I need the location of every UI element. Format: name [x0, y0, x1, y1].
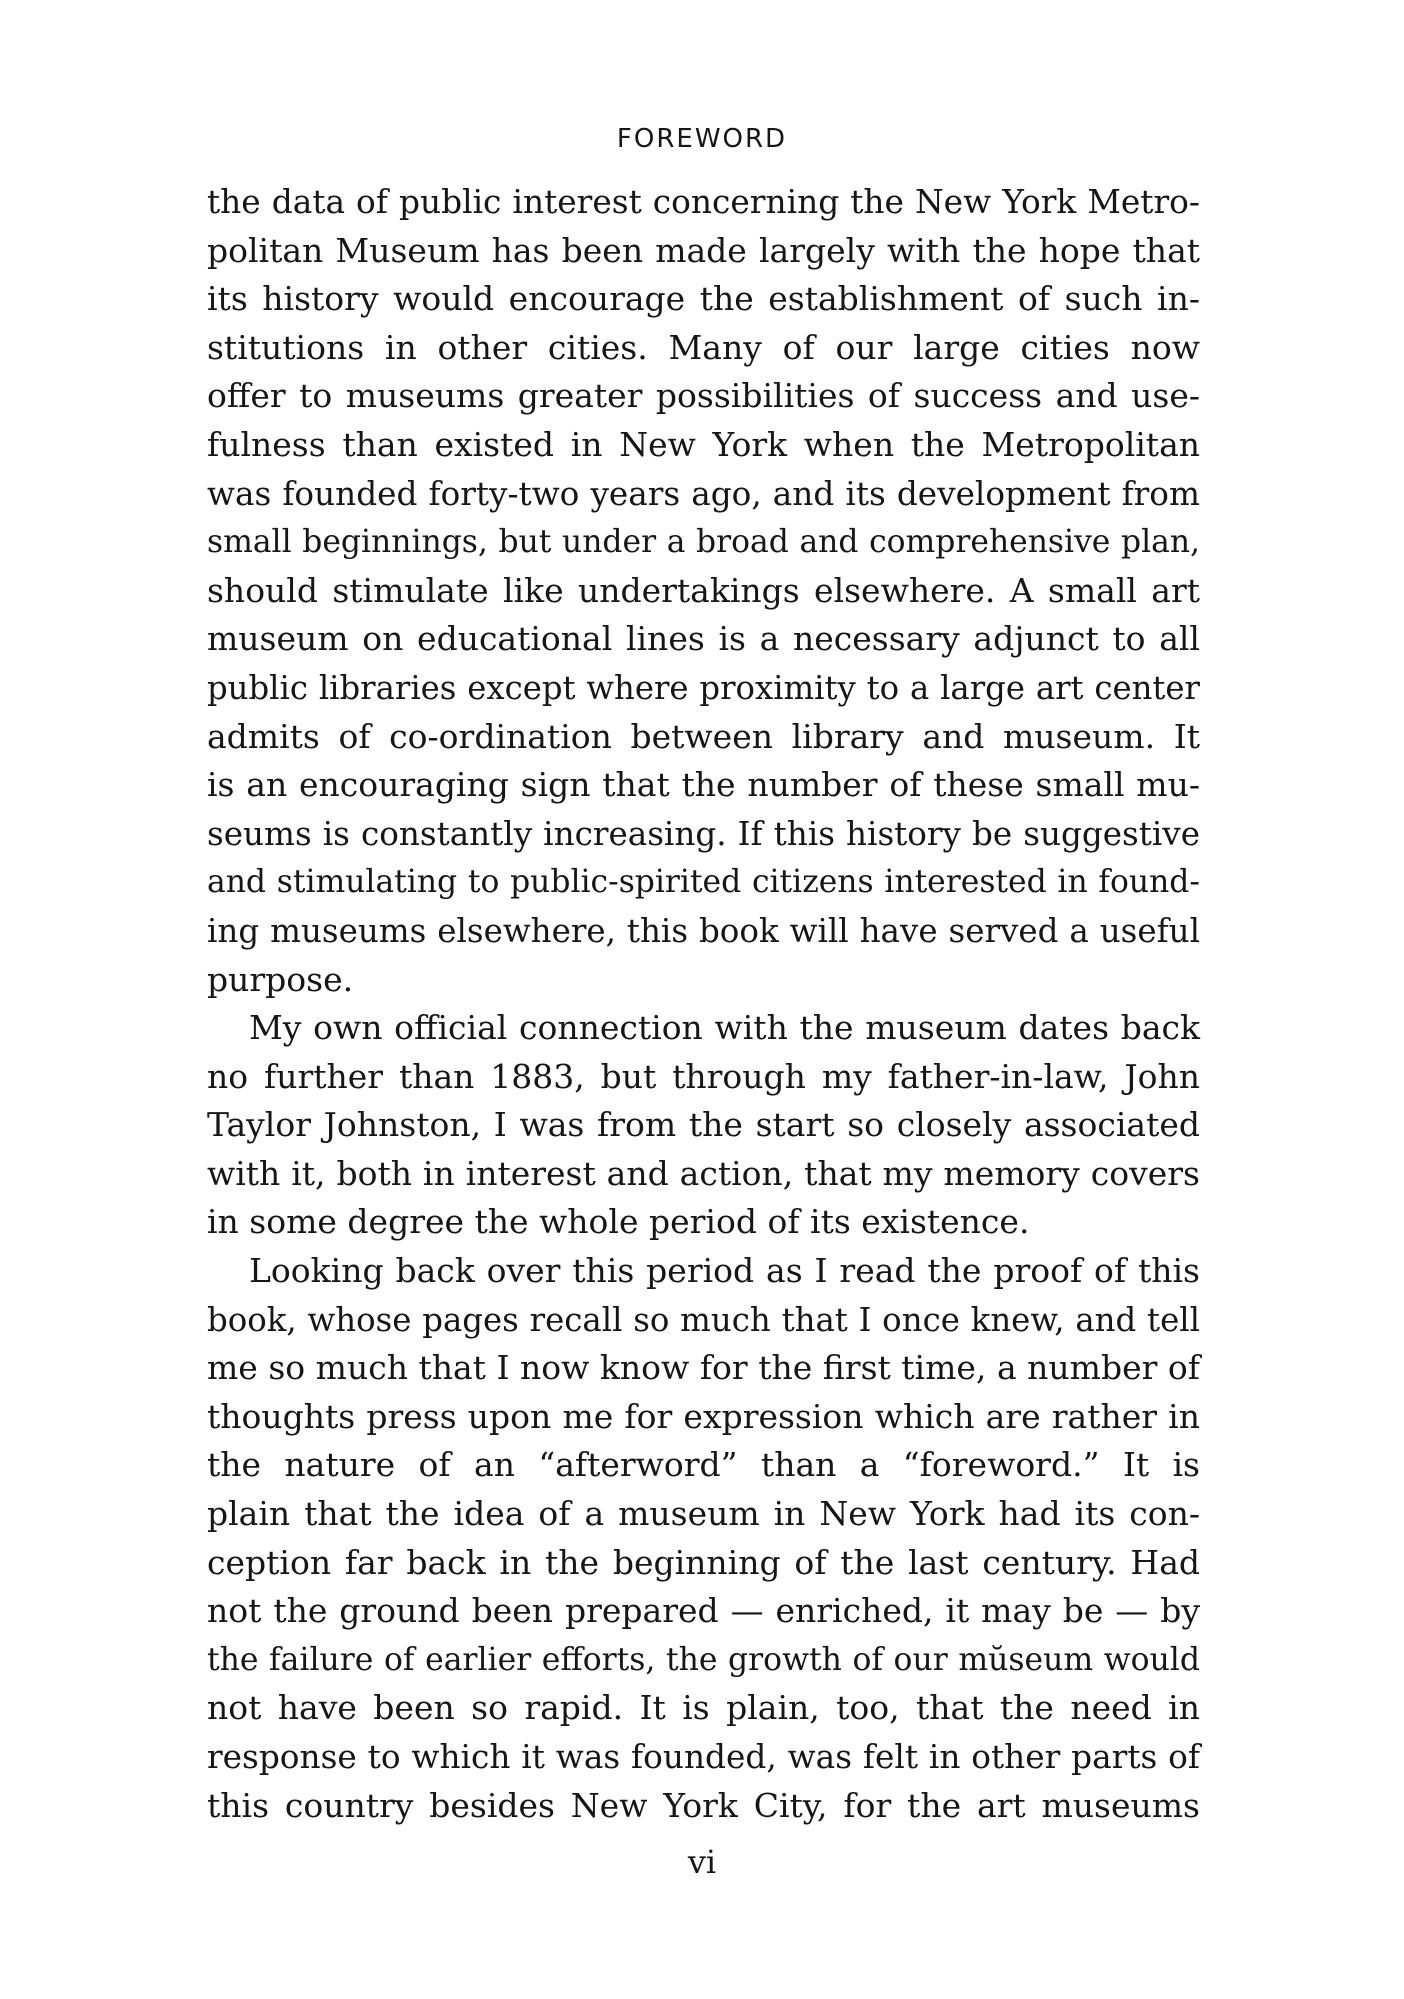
text-line: in some degree the whole period of its existence.	[207, 1202, 1030, 1242]
body-text	[207, 178, 1200, 1830]
text-line: and stimulating to public-spirited citizens interested in found-	[207, 864, 1200, 901]
text-line: Looking back over this period as I read the proof of this	[249, 1251, 1200, 1291]
running-head: FOREWORD	[616, 124, 788, 154]
text-line: the nature of an “afterword” than a “foreword.” It is	[207, 1445, 1200, 1485]
text-line: the data of public interest concerning the New York Metro-	[207, 183, 1200, 221]
text-line: ception far back in the beginning of the last century. Had	[207, 1542, 1200, 1582]
text-line: My own official connection with the museum dates back	[249, 1008, 1200, 1048]
text-line: public libraries except where proximity to a large art center	[207, 668, 1200, 707]
page-number: vi	[687, 1843, 717, 1881]
text-line: should stimulate like undertakings elsewhere. A small art	[207, 570, 1200, 610]
text-line: is an encouraging sign that the number of these small mu-	[207, 765, 1200, 805]
text-line: was founded forty-two years ago, and its development from	[207, 474, 1200, 513]
text-line: purpose.	[207, 959, 354, 999]
text-line: politan Museum has been made largely with the hope that	[207, 230, 1200, 270]
text-line: seums is constantly increasing. If this history be suggestive	[207, 814, 1200, 853]
text-line: this country besides New York City, for the art museums	[207, 1785, 1200, 1825]
text-line: thoughts press upon me for expression which are rather in	[207, 1396, 1200, 1436]
text-line: no further than 1883, but through my father-in-law, John	[207, 1056, 1200, 1096]
text-line: admits of co-ordination between library and museum. It	[207, 716, 1200, 756]
text-line: plain that the idea of a museum in New York had its con-	[207, 1494, 1200, 1534]
text-line: not the ground been prepared — enriched, it may be — by	[207, 1591, 1200, 1631]
text-line: not have been so rapid. It is plain, too, that the need in	[207, 1688, 1200, 1728]
text-line: fulness than existed in New York when the Metropolitan	[207, 424, 1200, 464]
text-line: its history would encourage the establishment of such in-	[207, 279, 1200, 319]
text-line: response to which it was founded, was felt in other parts of	[207, 1738, 1200, 1776]
text-line: museum on educational lines is a necessary adjunct to all	[207, 619, 1200, 659]
text-line: offer to museums greater possibilities of success and use-	[207, 376, 1200, 416]
text-line: ing museums elsewhere, this book will have served a useful	[207, 911, 1200, 950]
text-line: with it, both in interest and action, that my memory covers	[207, 1153, 1200, 1193]
text-line: Taylor Johnston, I was from the start so closely associated	[207, 1105, 1200, 1145]
text-line: book, whose pages recall so much that I once knew, and tell	[207, 1300, 1200, 1339]
text-line: stitutions in other cities. Many of our large cities now	[207, 327, 1200, 367]
text-line: small beginnings, but under a broad and comprehensive plan,	[207, 524, 1200, 561]
text-line: the failure of earlier efforts, the growth of our mŭseum would	[207, 1641, 1200, 1678]
text-line: me so much that I now know for the first time, a number of	[207, 1348, 1200, 1388]
